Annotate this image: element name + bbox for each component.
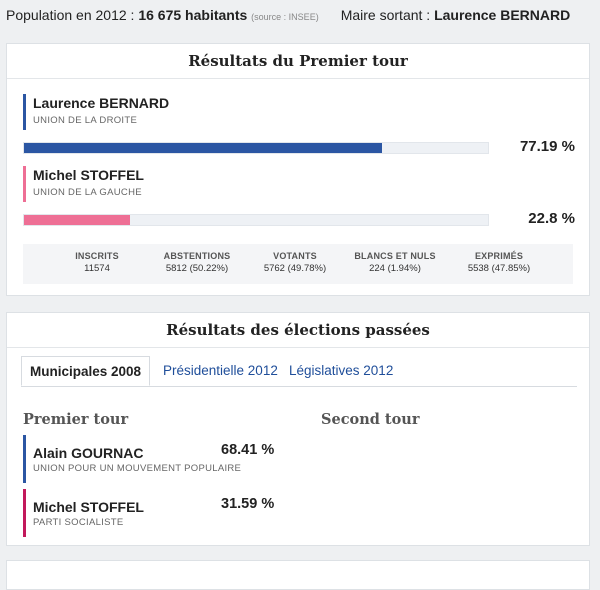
- stat-blancs-nuls: [345, 251, 445, 274]
- mayor-label: Maire sortant :: [340, 7, 435, 23]
- tab-presidentielle-2012[interactable]: Présidentielle 2012: [163, 363, 278, 378]
- past-elections-title: Résultats des élections passées: [7, 313, 589, 348]
- turnout-stats: [23, 244, 573, 284]
- stat-votants: [245, 251, 345, 274]
- stat-value: 11574: [84, 263, 110, 274]
- election-tabs: [21, 356, 577, 387]
- candidate-name: Michel STOFFEL: [33, 167, 144, 183]
- next-panel: [6, 560, 590, 590]
- stat-label: INSCRITS: [75, 251, 119, 261]
- stat-value: 5538 (47.85%): [467, 263, 531, 274]
- candidate-party: UNION POUR UN MOUVEMENT POPULAIRE: [33, 463, 242, 474]
- commune-summary: [6, 0, 600, 34]
- candidate-party: UNION DE LA GAUCHE: [33, 187, 142, 198]
- stat-value: 224 (1.94%): [369, 263, 421, 274]
- vote-bar-fill: [24, 143, 382, 153]
- population-value: 16 675 habitants: [138, 7, 248, 23]
- first-round-panel: [6, 43, 590, 296]
- party-color-marker: [23, 435, 26, 483]
- party-color-marker: [23, 94, 26, 130]
- party-color-marker: [23, 166, 26, 202]
- stat-label: EXPRIMÉS: [474, 251, 524, 261]
- stat-exprimes: [449, 251, 549, 274]
- party-color-marker: [23, 489, 26, 537]
- candidate-percent: 22.8 %: [528, 210, 575, 227]
- first-round-title: Résultats du Premier tour: [7, 44, 589, 79]
- stat-label: BLANCS ET NULS: [354, 251, 436, 261]
- population-source: (source : INSEE): [251, 12, 319, 22]
- candidate-percent: 77.19 %: [519, 138, 575, 155]
- tab-municipales-2008[interactable]: Municipales 2008: [21, 356, 150, 386]
- candidate-name: Laurence BERNARD: [33, 95, 170, 111]
- second-tour-heading: Second tour: [321, 411, 420, 428]
- stat-inscrits: [47, 251, 147, 274]
- mayor-name: Laurence BERNARD: [434, 7, 571, 23]
- candidate-party: PARTI SOCIALISTE: [33, 517, 124, 528]
- stat-label: VOTANTS: [273, 251, 317, 261]
- vote-bar-fill: [24, 215, 130, 225]
- population-label: Population en 2012 :: [6, 7, 139, 23]
- candidate-percent: 68.41 %: [221, 442, 275, 458]
- stat-value: 5762 (49.78%): [263, 263, 327, 274]
- vote-bar-track: [23, 214, 489, 226]
- stat-value: 5812 (50.22%): [165, 263, 229, 274]
- candidate-party: UNION DE LA DROITE: [33, 115, 138, 126]
- vote-bar-track: [23, 142, 489, 154]
- past-elections-panel: [6, 312, 590, 546]
- tab-legislatives-2012[interactable]: Législatives 2012: [289, 363, 394, 378]
- candidate-name: Michel STOFFEL: [33, 499, 144, 515]
- candidate-name: Alain GOURNAC: [33, 445, 144, 461]
- stat-label: ABSTENTIONS: [163, 251, 231, 261]
- stat-abstentions: [147, 251, 247, 274]
- candidate-percent: 31.59 %: [221, 496, 275, 512]
- premier-tour-heading: Premier tour: [23, 411, 129, 428]
